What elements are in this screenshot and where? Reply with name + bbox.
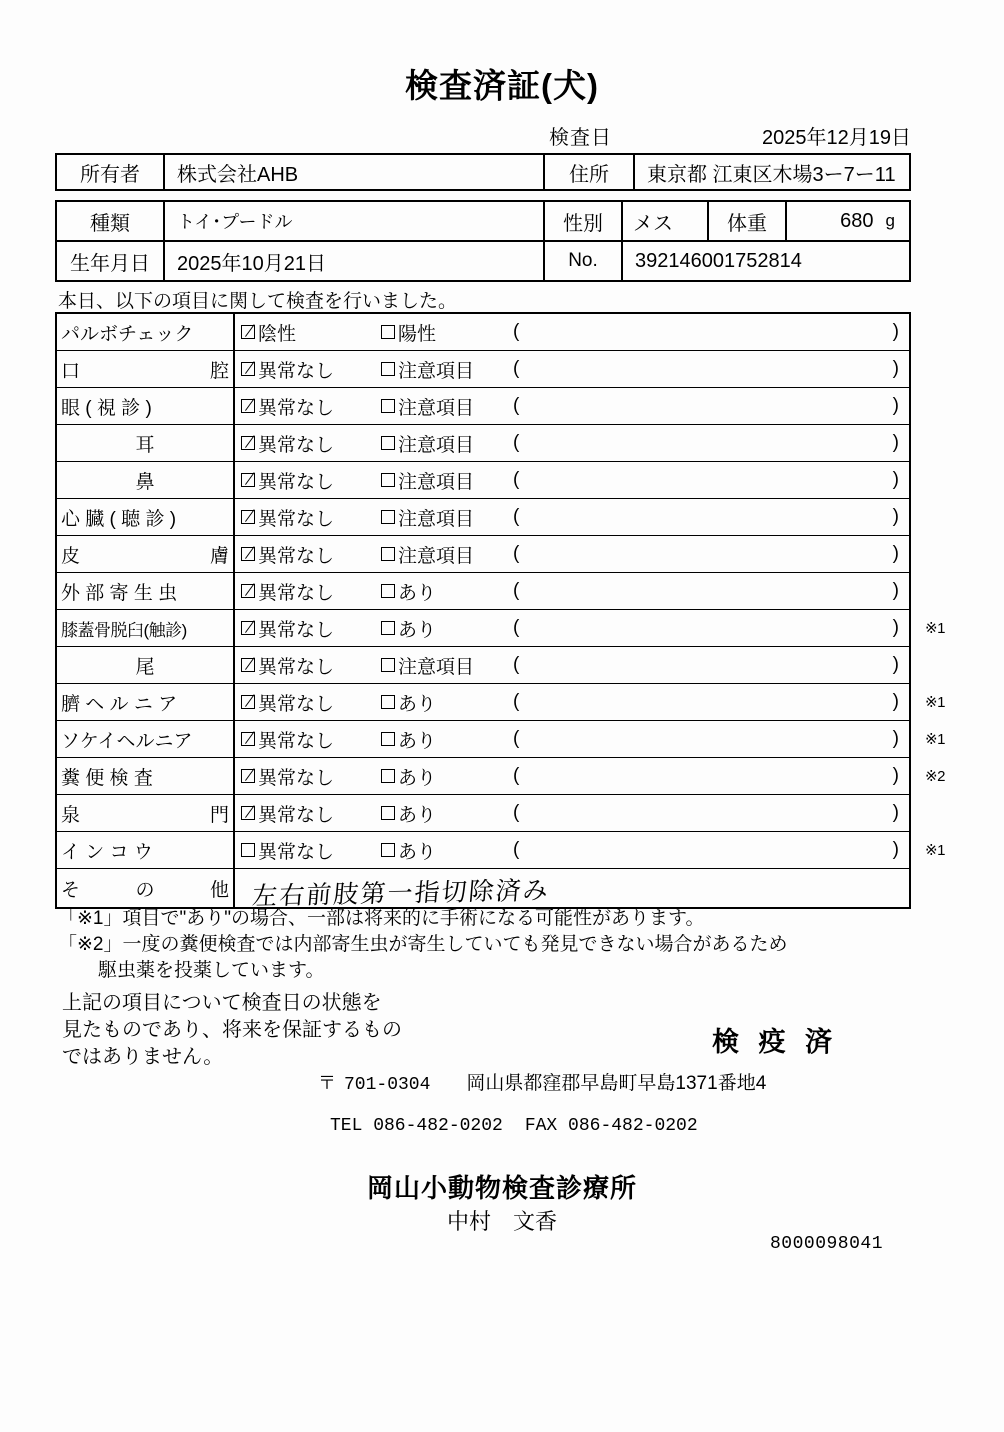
checklist-item-label: 膝蓋骨脱臼(触診)	[57, 610, 235, 646]
checkbox-label: 異常なし	[258, 471, 335, 493]
remark-paren-close: )	[892, 654, 899, 675]
checkbox-label: 異常なし	[258, 730, 335, 752]
checklist-row	[57, 610, 945, 647]
remark-paren-close: )	[892, 802, 899, 823]
clinic-zip: 701-0304	[344, 1075, 431, 1095]
checklist-row	[57, 647, 909, 684]
checklist-item-label: 糞 便 検 査	[57, 758, 235, 794]
remark-paren-open: (	[513, 321, 520, 342]
checklist-row	[57, 314, 909, 351]
weight-unit: g	[885, 211, 895, 230]
checkbox-label: 陽性	[398, 323, 437, 345]
checklist-row	[57, 351, 909, 388]
checklist-row	[57, 573, 909, 610]
checklist-option-primary[interactable]	[241, 430, 381, 457]
checklist-item-label: 尾	[57, 647, 235, 683]
clinic-person-name: 中村 文香	[446, 1209, 557, 1234]
checklist-options	[235, 573, 909, 609]
checklist-item-label	[57, 351, 235, 387]
checklist-footnote-marker: ※1	[925, 731, 945, 748]
checklist-option-primary[interactable]	[241, 319, 381, 346]
checkbox-label: 異常なし	[258, 804, 335, 826]
checklist-item-label: 眼 ( 視 診 )	[57, 388, 235, 424]
checklist-footnote-marker: ※1	[925, 694, 945, 711]
checklist-option-primary[interactable]	[241, 578, 381, 605]
checkbox-icon[interactable]	[381, 584, 395, 598]
checkbox-checked-icon[interactable]	[241, 732, 255, 746]
checklist-item-label: 臍 ヘ ル ニ ア	[57, 684, 235, 720]
page-title: 検査済証(犬)	[405, 67, 599, 104]
checkbox-label: あり	[398, 767, 437, 789]
checklist-option-primary[interactable]	[241, 837, 381, 864]
checkbox-label: 異常なし	[258, 841, 335, 863]
checklist-option-secondary[interactable]	[381, 763, 509, 790]
checkbox-checked-icon[interactable]	[241, 806, 255, 820]
remark-paren-close: )	[892, 839, 899, 860]
checkbox-icon[interactable]	[381, 325, 395, 339]
checkbox-icon[interactable]	[241, 843, 255, 857]
checklist-item-label-part: 門	[209, 804, 229, 826]
checkbox-label: 注意項目	[398, 397, 475, 419]
checklist-row-other	[57, 869, 909, 911]
remark-paren-close: )	[892, 321, 899, 342]
footnote-1: 「※1」項目で"あり"の場合、一部は将来的に手術になる可能性があります。	[58, 908, 705, 929]
checklist-item-label-part: 膚	[209, 545, 229, 567]
checklist-option-secondary[interactable]	[381, 319, 509, 346]
remark-paren-open: (	[513, 506, 520, 527]
checklist-options	[235, 462, 909, 498]
quarantine-stamp: 検 疫 済	[712, 1027, 839, 1057]
checklist-option-secondary[interactable]	[381, 726, 509, 753]
checklist-item-label: 心 臓 ( 聴 診 )	[57, 499, 235, 535]
remark-paren-open: (	[513, 358, 520, 379]
checkbox-label: 陰性	[258, 323, 297, 345]
checkbox-icon[interactable]	[381, 843, 395, 857]
sex-label: 性別	[545, 202, 623, 240]
checklist-option-secondary[interactable]	[381, 578, 509, 605]
checkbox-icon[interactable]	[381, 658, 395, 672]
remark-paren-open: (	[513, 395, 520, 416]
disclaimer-line-1: 上記の項目について検査日の状態を	[62, 992, 382, 1014]
dob-value: 2025年10月21日	[165, 242, 545, 280]
remark-paren-open: (	[513, 617, 520, 638]
checkbox-icon[interactable]	[381, 473, 395, 487]
checklist-item-label-part: 皮	[61, 545, 81, 567]
checkbox-checked-icon[interactable]	[241, 547, 255, 561]
weight-value: 680	[840, 209, 874, 232]
checklist-option-primary[interactable]	[241, 615, 381, 642]
checklist-options	[235, 684, 909, 720]
checklist-option-primary[interactable]	[241, 504, 381, 531]
animal-info-table	[55, 200, 911, 282]
checkbox-label: 異常なし	[258, 545, 335, 567]
animal-row-breed	[57, 202, 909, 242]
checkbox-icon[interactable]	[381, 621, 395, 635]
checklist-options	[235, 314, 909, 350]
checklist-option-secondary[interactable]	[381, 652, 509, 679]
checkbox-label: あり	[398, 804, 437, 826]
other-label-part: 他	[209, 879, 229, 901]
address-label: 住所	[545, 155, 635, 189]
checklist-option-secondary[interactable]	[381, 541, 509, 568]
checklist-option-secondary[interactable]	[381, 837, 509, 864]
checkbox-checked-icon[interactable]	[241, 510, 255, 524]
remark-paren-close: )	[892, 691, 899, 712]
checklist-option-secondary[interactable]	[381, 393, 509, 420]
checklist-row	[57, 388, 909, 425]
checkbox-label: 異常なし	[258, 582, 335, 604]
remark-paren-open: (	[513, 765, 520, 786]
checklist-row	[57, 721, 945, 758]
checkbox-checked-icon[interactable]	[241, 362, 255, 376]
footnote-2-line2: 駆虫薬を投薬しています。	[98, 960, 325, 981]
owner-value: 株式会社AHB	[165, 155, 545, 189]
remark-paren-close: )	[892, 617, 899, 638]
checklist-item-label: パルボチェック	[57, 314, 235, 350]
checkbox-label: 異常なし	[258, 656, 335, 678]
remark-paren-open: (	[513, 543, 520, 564]
checkbox-checked-icon[interactable]	[241, 399, 255, 413]
other-label-part: の	[135, 879, 155, 901]
checklist-option-primary[interactable]	[241, 689, 381, 716]
checklist-options	[235, 351, 909, 387]
checkbox-label: 異常なし	[258, 434, 335, 456]
checkbox-icon[interactable]	[381, 399, 395, 413]
checklist-option-primary[interactable]	[241, 541, 381, 568]
checkbox-label: あり	[398, 693, 437, 715]
checklist-item-label: イ ン コ ウ	[57, 832, 235, 868]
weight-value-cell	[787, 202, 909, 240]
clinic-address-text: 岡山県都窪郡早島町早島1371番地4	[466, 1073, 767, 1094]
checklist-footnote-marker: ※2	[925, 768, 945, 785]
checklist-item-label-part: 口	[61, 360, 81, 382]
checklist-item-label: 鼻	[57, 462, 235, 498]
remark-paren-open: (	[513, 580, 520, 601]
checklist-item-label	[57, 536, 235, 572]
remark-paren-close: )	[892, 543, 899, 564]
checklist-option-secondary[interactable]	[381, 615, 509, 642]
inspection-date-row	[55, 120, 911, 150]
checkbox-label: 異常なし	[258, 693, 335, 715]
clinic-contact	[330, 1116, 698, 1136]
breed-value: トイ･プードル	[165, 202, 545, 240]
remark-paren-open: (	[513, 432, 520, 453]
checkbox-checked-icon[interactable]	[241, 658, 255, 672]
checklist-options	[235, 388, 909, 424]
checkbox-icon[interactable]	[381, 732, 395, 746]
checklist-options	[235, 795, 909, 831]
checkbox-checked-icon[interactable]	[241, 584, 255, 598]
checklist-item-label: 耳	[57, 425, 235, 461]
checklist-option-primary[interactable]	[241, 356, 381, 383]
checkbox-checked-icon[interactable]	[241, 325, 255, 339]
checklist-footnote-marker: ※1	[925, 620, 945, 637]
checklist-option-secondary[interactable]	[381, 689, 509, 716]
postal-mark-icon: 〒	[318, 1075, 336, 1095]
checkbox-label: あり	[398, 730, 437, 752]
checklist-option-primary[interactable]	[241, 393, 381, 420]
checkbox-label: あり	[398, 582, 437, 604]
clinic-tel: TEL 086-482-0202	[330, 1116, 503, 1136]
checkbox-checked-icon[interactable]	[241, 621, 255, 635]
checklist-row	[57, 536, 909, 573]
checkbox-label: 注意項目	[398, 471, 475, 493]
checkbox-icon[interactable]	[381, 547, 395, 561]
checkbox-label: 異常なし	[258, 360, 335, 382]
checkbox-label: 注意項目	[398, 434, 475, 456]
remark-paren-close: )	[892, 728, 899, 749]
clinic-fax: FAX 086-482-0202	[524, 1116, 698, 1136]
dob-label: 生年月日	[57, 242, 165, 280]
checkbox-label: 注意項目	[398, 508, 475, 530]
checklist-option-primary[interactable]	[241, 763, 381, 790]
checkbox-checked-icon[interactable]	[241, 436, 255, 450]
checklist-row	[57, 832, 945, 869]
checklist-options	[235, 536, 909, 572]
footnote-2-line1: 「※2」一度の糞便検査では内部寄生虫が寄生していても発見できない場合があるため	[58, 934, 788, 955]
checklist-options	[235, 832, 909, 868]
checklist-option-secondary[interactable]	[381, 430, 509, 457]
other-handwritten-note: 左右前肢第一指切除済み	[251, 875, 552, 911]
checklist-row	[57, 684, 945, 721]
checklist-row	[57, 462, 909, 499]
checkbox-label: 異常なし	[258, 508, 335, 530]
animal-row-dob	[57, 242, 909, 280]
checklist-option-primary[interactable]	[241, 726, 381, 753]
remark-paren-close: )	[892, 765, 899, 786]
inspection-checklist-table	[55, 312, 945, 911]
remark-paren-close: )	[892, 358, 899, 379]
remark-paren-open: (	[513, 469, 520, 490]
checklist-item-label: ソケイヘルニア	[57, 721, 235, 757]
breed-label: 種類	[57, 202, 165, 240]
checklist-row	[57, 425, 909, 462]
checkbox-label: 異常なし	[258, 397, 335, 419]
address-value: 東京都 江東区木場3ー7ー11	[647, 163, 896, 186]
sex-value: メス	[623, 202, 709, 240]
checkbox-icon[interactable]	[381, 362, 395, 376]
checkbox-icon[interactable]	[381, 436, 395, 450]
remark-paren-close: )	[892, 580, 899, 601]
checklist-options	[235, 425, 909, 461]
remark-paren-close: )	[892, 506, 899, 527]
disclaimer	[62, 990, 462, 1071]
checklist-item-label-part: 腔	[209, 360, 229, 382]
checklist-option-secondary[interactable]	[381, 800, 509, 827]
remark-paren-open: (	[513, 839, 520, 860]
checklist-item-label	[57, 795, 235, 831]
footnotes	[58, 906, 938, 984]
disclaimer-line-3: ではありません。	[62, 1046, 224, 1068]
checklist-intro: 本日、以下の項目に関して検査を行いました。	[58, 291, 458, 312]
registration-no-value: 392146001752814	[635, 249, 802, 272]
inspection-date-value: 2025年12月19日	[762, 126, 911, 149]
remark-paren-open: (	[513, 802, 520, 823]
disclaimer-line-2: 見たものであり、将来を保証するもの	[62, 1019, 402, 1041]
checklist-row	[57, 795, 909, 832]
checklist-options	[235, 721, 909, 757]
weight-label: 体重	[709, 202, 787, 240]
checklist-item-label-part: 泉	[61, 804, 81, 826]
remark-paren-open: (	[513, 654, 520, 675]
clinic-address	[318, 1068, 766, 1095]
checkbox-icon[interactable]	[381, 510, 395, 524]
checkbox-label: 注意項目	[398, 360, 475, 382]
remark-paren-open: (	[513, 728, 520, 749]
checklist-row	[57, 499, 909, 536]
inspection-date-label: 検査日	[549, 126, 613, 149]
checkbox-label: 異常なし	[258, 619, 335, 641]
remark-paren-close: )	[892, 395, 899, 416]
checkbox-checked-icon[interactable]	[241, 473, 255, 487]
owner-label: 所有者	[57, 155, 165, 189]
checklist-option-secondary[interactable]	[381, 467, 509, 494]
checkbox-checked-icon[interactable]	[241, 769, 255, 783]
checklist-options	[235, 758, 909, 794]
checkbox-label: あり	[398, 841, 437, 863]
registration-no-label: No.	[545, 242, 623, 280]
other-label	[57, 869, 235, 907]
checklist-option-secondary[interactable]	[381, 504, 509, 531]
checkbox-label: 注意項目	[398, 656, 475, 678]
checklist-option-primary[interactable]	[241, 467, 381, 494]
checklist-option-primary[interactable]	[241, 800, 381, 827]
checkbox-label: 異常なし	[258, 767, 335, 789]
checkbox-label: 注意項目	[398, 545, 475, 567]
remark-paren-close: )	[892, 469, 899, 490]
checklist-options	[235, 499, 909, 535]
document-number: 8000098041	[770, 1234, 884, 1254]
checkbox-icon[interactable]	[381, 769, 395, 783]
checklist-row	[57, 758, 945, 795]
checklist-item-label: 外 部 寄 生 虫	[57, 573, 235, 609]
checklist-option-primary[interactable]	[241, 652, 381, 679]
checkbox-icon[interactable]	[381, 695, 395, 709]
owner-table	[55, 153, 911, 191]
checklist-options	[235, 610, 909, 646]
checklist-footnote-marker: ※1	[925, 842, 945, 859]
checkbox-checked-icon[interactable]	[241, 695, 255, 709]
checklist-option-secondary[interactable]	[381, 356, 509, 383]
checkbox-label: あり	[398, 619, 437, 641]
remark-paren-close: )	[892, 432, 899, 453]
checklist-options	[235, 647, 909, 683]
other-label-part: そ	[61, 879, 81, 901]
remark-paren-open: (	[513, 691, 520, 712]
clinic-name: 岡山小動物検査診療所	[366, 1173, 637, 1203]
checkbox-icon[interactable]	[381, 806, 395, 820]
